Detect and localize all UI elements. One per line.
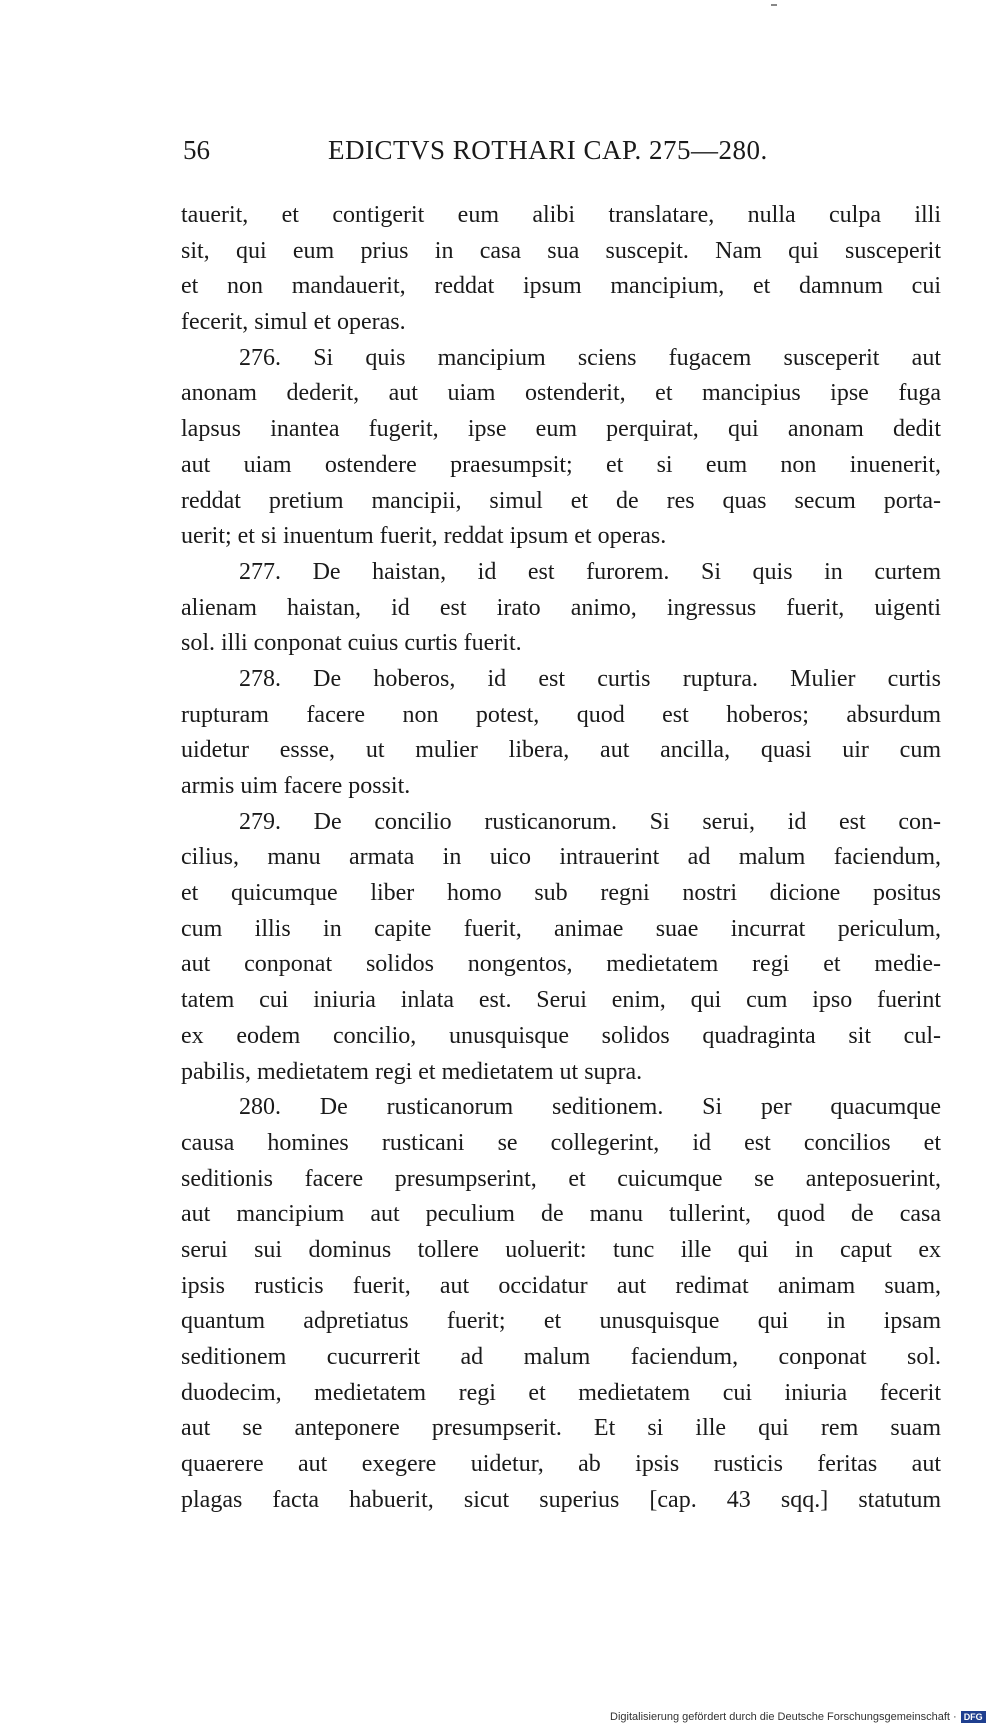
text-line: et quicumque liber homo sub regni nostri dicione positus [181,880,941,907]
text-line: uerit; et si inuentum fuerit, reddat ipsum et operas. [181,523,667,550]
text-line: causa homines rusticani se collegerint, id est concilios et [181,1129,941,1156]
paragraph-start-line: 280. De rusticanorum seditionem. Si per quacumque [239,1094,941,1121]
text-line: aut mancipium aut peculium de manu tullerint, quod de casa [181,1201,941,1228]
text-line: serui sui dominus tollere uoluerit: tunc ille qui in caput ex [181,1236,941,1263]
text-line: cum illis in capite fuerit, animae suae incurrat periculum, [181,915,941,942]
text-line: anonam dederit, aut uiam ostenderit, et mancipius ipse fuga [181,380,941,407]
text-line: seditionem cucurrerit ad malum faciendum, conponat sol. [181,1344,941,1370]
text-line: quaerere aut exegere uidetur, ab ipsis rusticis feritas aut [181,1451,941,1478]
text-line: aut conponat solidos nongentos, medietatem regi et medie- [181,951,941,978]
text-line: lapsus inantea fugerit, ipse eum perquirat, qui anonam dedit [181,416,941,443]
running-title: EDICTVS ROTHARI CAP. 275—280. [328,135,768,165]
text-line: sol. illi conponat cuius curtis fuerit. [181,630,522,657]
text-line: ipsis rusticis fuerit, aut occidatur aut redimat animam suam, [181,1272,941,1299]
text-line: ex eodem concilio, unusquisque solidos quadraginta sit cul- [181,1022,941,1049]
text-line: quantum adpretiatus fuerit; et unusquisque qui in ipsam [181,1308,941,1335]
text-line: plagas facta habuerit, sicut superius [cap. 43 sqq.] statutum [181,1486,941,1513]
text-line: tauerit, et contigerit eum alibi translatare, nulla culpa illi [181,202,941,228]
text-line: alienam haistan, id est irato animo, ingressus fuerit, uigenti [181,594,941,621]
text-line: cilius, manu armata in uico intrauerint ad malum faciendum, [181,844,941,871]
text-line: pabilis, medietatem regi et medietatem ut supra. [181,1058,643,1085]
digitization-credit [610,1711,986,1723]
credit-text: Digitalisierung gefördert durch die Deutsche Forschungsgemeinschaft · [610,1711,957,1723]
text-line: reddat pretium mancipii, simul et de res quas secum porta- [181,487,941,514]
text-line: seditionis facere presumpserint, et cuicumque se anteposuerint, [181,1165,941,1192]
text-line: aut se anteponere presumpserit. Et si ille qui rem suam [181,1415,941,1442]
text-line: armis uim facere possit. [181,773,411,799]
body-text [181,198,941,1518]
page-number: 56 [183,135,210,165]
dfg-logo: DFG [961,1711,986,1723]
text-line: et non mandauerit, reddat ipsum mancipium, et damnum cui [181,273,941,300]
text-line: duodecim, medietatem regi et medietatem cui iniuria fecerit [181,1379,941,1406]
paragraph-start-line: 279. De concilio rusticanorum. Si serui, id est con- [239,808,941,835]
text-line: tatem cui iniuria inlata est. Serui enim, qui cum ipso fuerint [181,987,941,1014]
text-line: sit, qui eum prius in casa sua suscepit. Nam qui susceperit [181,237,941,264]
text-line: aut uiam ostendere praesumpsit; et si eum non inuenerit, [181,451,941,478]
text-line: rupturam facere non potest, quod est hoberos; absurdum [181,701,941,728]
scan-speck [771,4,777,6]
paragraph-start-line: 278. De hoberos, id est curtis ruptura. Mulier curtis [239,665,941,692]
paragraph-start-line: 277. De haistan, id est furorem. Si quis in curtem [239,558,941,585]
text-line: fecerit, simul et operas. [181,309,406,336]
paragraph-start-line: 276. Si quis mancipium sciens fugacem susceperit aut [239,344,941,371]
page-header [183,132,803,168]
text-line: uidetur essse, ut mulier libera, aut ancilla, quasi uir cum [181,737,941,764]
